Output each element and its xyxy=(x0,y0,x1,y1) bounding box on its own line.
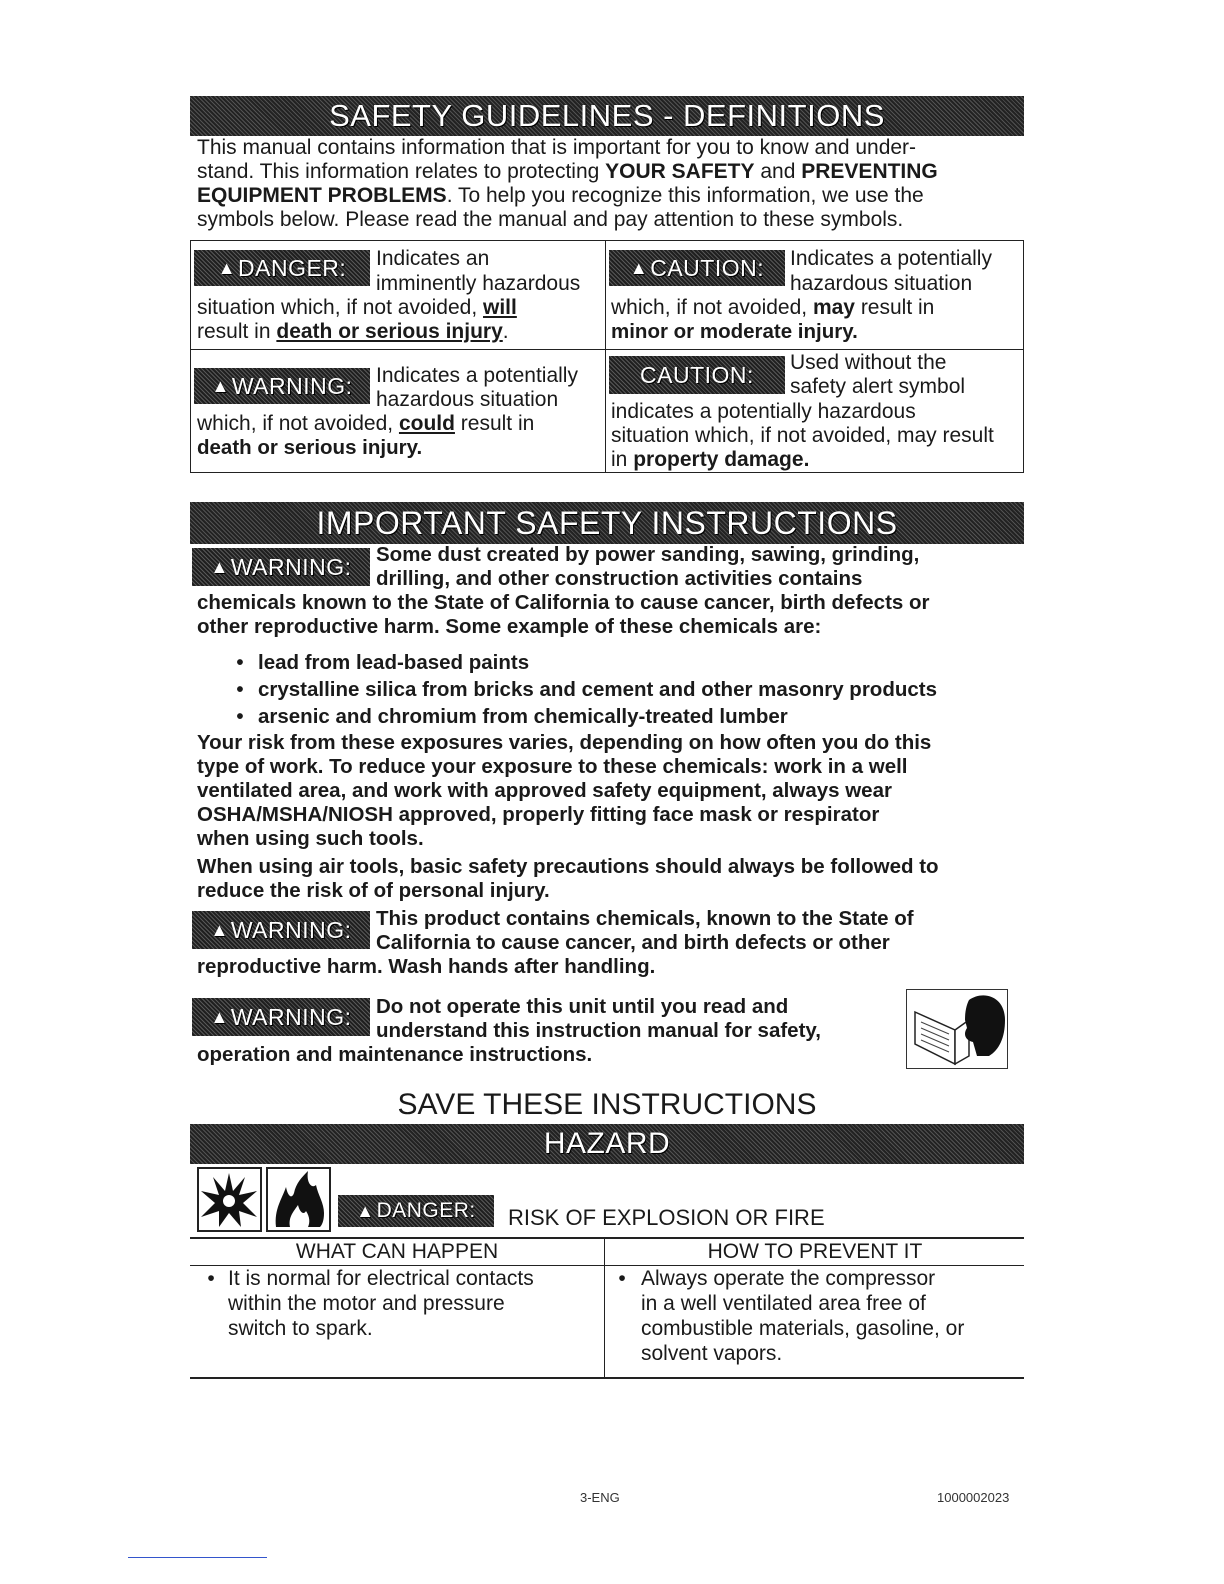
caution-def-line-2: hazardous situation xyxy=(790,272,973,295)
bullet-icon: • xyxy=(236,651,244,674)
what-can-happen-bullet: • xyxy=(207,1267,215,1290)
warning-def-text: result in xyxy=(454,412,535,435)
bottom-divider xyxy=(128,1557,267,1558)
warning-def-line-1: Indicates a potentially xyxy=(376,364,578,387)
air-tools-line-2: reduce the risk of of personal injury. xyxy=(197,879,550,902)
risk-line-1: Your risk from these exposures varies, depending on how often you do this xyxy=(197,731,932,754)
warning-triangle-icon: ▲ xyxy=(211,375,230,396)
caution-plain-def-line-1: Used without the xyxy=(790,351,947,374)
what-can-happen-line-3: switch to spark. xyxy=(228,1317,373,1340)
warning-triangle-icon: ▲ xyxy=(629,257,649,278)
warning-def-text: which, if not avoided, xyxy=(197,412,399,435)
caution-plain-def-line-5 xyxy=(611,448,809,473)
what-can-happen-header: WHAT CAN HAPPEN xyxy=(295,1240,499,1263)
caution-def-line-4: minor or moderate injury. xyxy=(611,320,858,343)
warning-label-text: WARNING: xyxy=(230,553,352,580)
warning-triangle-icon: ▲ xyxy=(356,1200,375,1221)
intro-bold-your-safety: YOUR SAFETY xyxy=(605,160,755,183)
warning-triangle-icon: ▲ xyxy=(217,257,237,278)
risk-line-3: ventilated area, and work with approved safety equipment, always wear xyxy=(197,779,892,802)
how-to-prevent-header: HOW TO PREVENT IT xyxy=(707,1240,923,1263)
risk-line-4: OSHA/MSHA/NIOSH approved, properly fitting face mask or respirator xyxy=(197,803,880,826)
list-item xyxy=(222,649,529,676)
definitions-divider-vertical xyxy=(605,240,606,473)
dust-warning-line-1: Some dust created by power sanding, sawing, grinding, xyxy=(376,543,920,566)
definitions-divider-horizontal xyxy=(190,349,1024,350)
intro-bold-preventing: PREVENTING xyxy=(801,160,938,183)
dust-warning-line-3: chemicals known to the State of California to cause cancer, birth defects or xyxy=(197,591,930,614)
chemicals-warning-line-3: reproductive harm. Wash hands after handling. xyxy=(197,955,656,978)
list-item xyxy=(222,676,937,703)
danger-label-text: DANGER: xyxy=(238,254,347,281)
danger-def-period: . xyxy=(502,320,509,343)
danger-def-death: death or serious injury xyxy=(276,320,503,343)
warning-triangle-icon: ▲ xyxy=(210,919,229,940)
warning-signal-label xyxy=(192,911,370,949)
caution-plain-def-line-2: safety alert symbol xyxy=(790,375,966,398)
document-number: 1000002023 xyxy=(937,1490,1010,1505)
what-can-happen-line-1: It is normal for electrical contacts xyxy=(228,1267,534,1290)
save-instructions-title: SAVE THESE INSTRUCTIONS xyxy=(397,1088,817,1121)
warning-triangle-icon: ▲ xyxy=(210,556,229,577)
safety-guidelines-heading: SAFETY GUIDELINES - DEFINITIONS xyxy=(190,96,1024,136)
manual-warning-line-1: Do not operate this unit until you read and xyxy=(376,995,789,1018)
fire-icon xyxy=(266,1167,331,1232)
intro-bold-equipment: EQUIPMENT PROBLEMS xyxy=(197,184,447,207)
list-item-text: crystalline silica from bricks and cement and other masonry products xyxy=(258,678,937,701)
how-to-prevent-line-2: in a well ventilated area free of xyxy=(641,1292,926,1315)
dust-warning-line-2: drilling, and other construction activities contains xyxy=(376,567,863,590)
danger-def-line-2: imminently hazardous xyxy=(376,272,581,295)
warning-def-line-4: death or serious injury. xyxy=(197,436,423,459)
intro-line-4: symbols below. Please read the manual and pay attention to these symbols. xyxy=(197,208,904,231)
caution-plain-signal-label xyxy=(609,356,785,394)
caution-def-text: which, if not avoided, xyxy=(611,296,813,319)
caution-def-may: may xyxy=(812,296,855,319)
caution-alert-signal-label xyxy=(609,250,785,286)
how-to-prevent-bullet: • xyxy=(618,1267,626,1290)
caution-def-line-3 xyxy=(611,296,934,321)
warning-def-line-3 xyxy=(197,412,534,437)
warning-def-line-2: hazardous situation xyxy=(376,388,559,411)
risk-line-5: when using such tools. xyxy=(197,827,424,850)
explosion-icon xyxy=(197,1167,262,1232)
manual-warning-line-2: understand this instruction manual for safety, xyxy=(376,1019,821,1042)
dust-warning-line-4: other reproductive harm. Some example of these chemicals are: xyxy=(197,615,822,638)
page-number: 3-ENG xyxy=(580,1490,620,1505)
hazard-table-bottom-rule xyxy=(190,1377,1024,1379)
caution-plain-label-text: CAUTION: xyxy=(640,361,754,388)
list-item-text: arsenic and chromium from chemically-treated lumber xyxy=(258,705,788,728)
chemicals-warning-line-2: California to cause cancer, and birth defects or other xyxy=(376,931,890,954)
intro-line-3 xyxy=(197,184,924,209)
caution-def-text: result in xyxy=(854,296,935,319)
intro-text: and xyxy=(754,160,802,183)
how-to-prevent-line-3: combustible materials, gasoline, or xyxy=(641,1317,965,1340)
warning-label-text: WARNING: xyxy=(230,1003,352,1030)
manual-warning-line-3: operation and maintenance instructions. xyxy=(197,1043,593,1066)
warning-signal-label xyxy=(192,998,370,1036)
intro-line-2 xyxy=(197,160,938,185)
warning-signal-label xyxy=(194,368,370,404)
warning-triangle-icon: ▲ xyxy=(210,1006,229,1027)
danger-label-text: DANGER: xyxy=(376,1199,476,1222)
warning-label-text: WARNING: xyxy=(231,372,353,399)
intro-text: . To help you recognize this information, we use the xyxy=(446,184,924,207)
how-to-prevent-line-1: Always operate the compressor xyxy=(641,1267,936,1290)
intro-text: stand. This information relates to protecting xyxy=(197,160,606,183)
list-item-text: lead from lead-based paints xyxy=(258,651,530,674)
bullet-icon: • xyxy=(236,678,244,701)
list-item xyxy=(222,703,788,730)
caution-plain-def-line-4: situation which, if not avoided, may result xyxy=(611,424,994,447)
chemicals-warning-line-1: This product contains chemicals, known to the State of xyxy=(376,907,914,930)
warning-label-text: WARNING: xyxy=(230,916,352,943)
important-safety-heading: IMPORTANT SAFETY INSTRUCTIONS xyxy=(190,502,1024,544)
hazard-table-header-rule xyxy=(190,1265,1024,1266)
hazard-table-column-divider xyxy=(604,1237,605,1378)
air-tools-line-1: When using air tools, basic safety precautions should always be followed to xyxy=(197,855,939,878)
caution-plain-def-line-3: indicates a potentially hazardous xyxy=(611,400,916,423)
danger-def-line-1: Indicates an xyxy=(376,247,490,270)
caution-label-text: CAUTION: xyxy=(650,254,765,281)
danger-def-will: will xyxy=(483,296,517,319)
intro-line-1: This manual contains information that is important for you to know and under- xyxy=(197,136,917,159)
what-can-happen-line-2: within the motor and pressure xyxy=(228,1292,505,1315)
danger-signal-label xyxy=(338,1195,494,1227)
bullet-icon: • xyxy=(236,705,244,728)
danger-signal-label xyxy=(194,250,370,286)
danger-def-line-3 xyxy=(197,296,517,321)
warning-def-could: could xyxy=(398,412,455,435)
read-manual-icon xyxy=(906,989,1008,1069)
danger-def-line-4 xyxy=(197,320,509,345)
danger-def-text: situation which, if not avoided, xyxy=(197,296,484,319)
hazard-risk-title: RISK OF EXPLOSION OR FIRE xyxy=(508,1205,825,1230)
hazard-heading: HAZARD xyxy=(190,1124,1024,1164)
how-to-prevent-line-4: solvent vapors. xyxy=(641,1342,783,1365)
warning-signal-label xyxy=(192,548,370,586)
caution-plain-def-property: property damage. xyxy=(633,448,810,471)
risk-line-2: type of work. To reduce your exposure to these chemicals: work in a well xyxy=(197,755,908,778)
danger-def-text: result in xyxy=(197,320,277,343)
caution-plain-def-text: in xyxy=(611,448,634,471)
caution-def-line-1: Indicates a potentially xyxy=(790,247,992,270)
